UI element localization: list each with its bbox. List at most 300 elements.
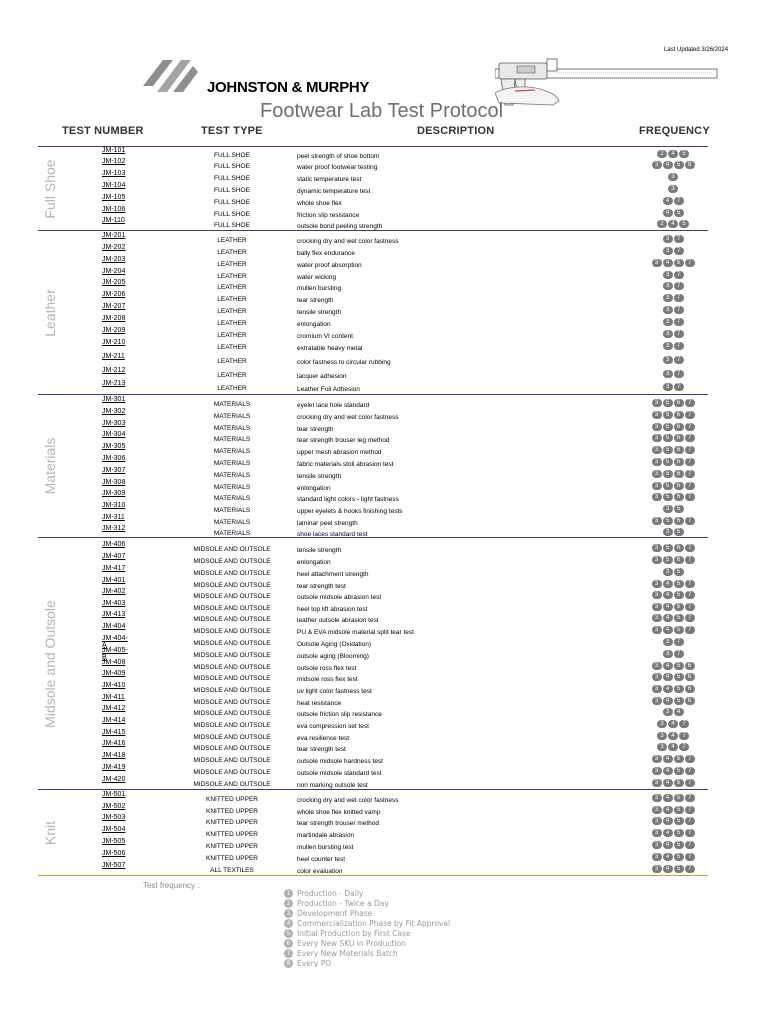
frequency-badge: 7 (685, 493, 695, 501)
frequency-badge: 3 (652, 673, 662, 681)
johnston-murphy-logo-icon (143, 58, 199, 94)
test-type: MIDSOLE AND OUTSOLE (193, 781, 271, 788)
legend-text: Production - Twice a Day (297, 899, 389, 909)
test-description: mullen bursting test (297, 844, 354, 851)
test-number-link[interactable]: JM-501 (102, 791, 126, 798)
table-row (38, 492, 708, 504)
legend-number-badge: 1 (284, 889, 293, 898)
frequency-badge: 5 (663, 423, 673, 431)
test-type: MATERIALS (213, 530, 251, 537)
frequency-badges (608, 150, 738, 158)
legend-text: Production - Daily (297, 889, 364, 899)
frequency-badge: 7 (674, 318, 684, 326)
table-row (38, 433, 708, 445)
test-number-link[interactable]: JM-308 (102, 479, 126, 486)
frequency-badges (608, 673, 738, 681)
frequency-badge: 3 (652, 434, 662, 442)
table-row (38, 864, 708, 876)
frequency-badge: 4 (663, 197, 673, 205)
test-number-link[interactable]: JM-309 (102, 490, 126, 497)
test-number-link[interactable]: JM-212 (102, 367, 126, 374)
legend-item (284, 909, 450, 919)
test-number-link[interactable]: JM-310 (102, 502, 126, 509)
frequency-badge: 4 (668, 150, 678, 158)
frequency-badge: 3 (652, 458, 662, 466)
test-type: FULL SHOE (214, 199, 250, 206)
test-description: leather outsole abrasion test (297, 617, 379, 624)
section-label-text: Knit (42, 820, 58, 845)
table-row (38, 457, 708, 469)
table-row (38, 555, 708, 567)
frequency-badges (608, 614, 738, 622)
test-description: friction slip resistance (297, 212, 360, 219)
test-type: LEATHER (217, 344, 247, 351)
frequency-badges (608, 743, 738, 751)
frequency-badge: 4 (663, 853, 673, 861)
frequency-badge: 3 (663, 235, 673, 243)
frequency-badge: 3 (652, 853, 662, 861)
test-number-link[interactable]: JM-209 (102, 327, 126, 334)
table-row (38, 742, 708, 754)
test-description: Outsole Aging (Oxidation) (297, 641, 372, 648)
test-number-link[interactable]: JM-506 (102, 850, 126, 857)
frequency-badge: 7 (685, 411, 695, 419)
test-description: upper mesh abrasion method (297, 449, 382, 456)
frequency-badge: 5 (674, 662, 684, 670)
frequency-badge: 7 (674, 271, 684, 279)
frequency-badge: 7 (679, 720, 689, 728)
test-number-link[interactable]: JM-412 (102, 705, 126, 712)
test-description: standard light colors - light fastness (297, 496, 399, 503)
frequency-badge: 7 (685, 399, 695, 407)
frequency-badge: 4 (663, 829, 673, 837)
frequency-badge: 5 (674, 685, 684, 693)
test-type: KNITTED UPPER (205, 796, 258, 803)
test-number-link[interactable]: JM-211 (102, 353, 125, 360)
frequency-badge: 4 (663, 626, 673, 634)
test-number-link[interactable]: JM-418 (102, 752, 126, 759)
frequency-badge: 7 (674, 383, 684, 391)
test-number-link[interactable]: JM-406 (102, 541, 126, 548)
frequency-badge: 3 (652, 493, 662, 501)
frequency-badges (608, 434, 738, 442)
frequency-badge: 3 (657, 720, 667, 728)
frequency-badges (608, 399, 738, 407)
frequency-badge: 3 (652, 517, 662, 525)
test-description: cromium VI content (297, 333, 353, 340)
frequency-badge: 3 (663, 370, 673, 378)
test-type: MATERIALS (213, 507, 251, 514)
frequency-badge: 7 (685, 259, 695, 267)
test-description: mullen bursting (297, 285, 342, 292)
test-number-link[interactable]: JM-205 (102, 279, 126, 286)
test-number-link[interactable]: JM-203 (102, 256, 126, 263)
test-number-link[interactable]: JM-505 (102, 838, 126, 845)
test-number-link[interactable]: JM-405-B (102, 647, 128, 661)
frequency-badge: 7 (685, 841, 695, 849)
frequency-badge: 4 (663, 673, 673, 681)
frequency-badge: 7 (685, 755, 695, 763)
frequency-badge: 7 (685, 482, 695, 490)
table-row (38, 445, 708, 457)
test-number-link[interactable]: JM-409 (102, 670, 126, 677)
table-row (38, 719, 708, 731)
table-row (38, 672, 708, 684)
frequency-badge: 4 (663, 259, 673, 267)
frequency-badge: 6 (685, 685, 695, 693)
frequency-badge: 5 (674, 817, 684, 825)
frequency-badge: 7 (674, 356, 684, 364)
frequency-badge: 3 (657, 732, 667, 740)
last-updated: Last Updated 3/26/2024 (664, 47, 729, 53)
test-number-link[interactable]: JM-411 (102, 694, 125, 701)
test-type: MIDSOLE AND OUTSOLE (193, 664, 271, 671)
frequency-badges (608, 806, 738, 814)
frequency-badge: 4 (663, 794, 673, 802)
test-number-link[interactable]: JM-408 (102, 659, 126, 666)
legend-number-badge: 2 (284, 899, 293, 908)
test-description: shoe laces standard test (297, 531, 368, 538)
test-type: MIDSOLE AND OUTSOLE (193, 675, 271, 682)
test-number-link[interactable]: JM-417 (102, 565, 126, 572)
frequency-badges (608, 446, 738, 454)
test-type: FULL SHOE (214, 175, 250, 182)
frequency-badge: 3 (652, 423, 662, 431)
test-number-link[interactable]: JM-403 (102, 600, 126, 607)
test-number-link[interactable]: JM-206 (102, 291, 126, 298)
test-number-link[interactable]: JM-311 (102, 514, 125, 521)
frequency-badge: 3 (652, 697, 662, 705)
frequency-badge: 4 (663, 779, 673, 787)
section-full-shoe (38, 146, 708, 230)
frequency-badge: 3 (652, 685, 662, 693)
frequency-badge: 5 (674, 603, 684, 611)
test-number-link[interactable]: JM-110 (102, 217, 125, 224)
test-type: LEATHER (217, 308, 247, 315)
test-number-link[interactable]: JM-306 (102, 455, 126, 462)
frequency-badges (608, 383, 738, 391)
frequency-badges (608, 767, 738, 775)
test-description: eyelet lace hole standard (297, 402, 370, 409)
test-number-link[interactable]: JM-105 (102, 194, 126, 201)
frequency-badge: 3 (663, 294, 673, 302)
frequency-badges (608, 626, 738, 634)
test-description: tear strength (297, 297, 334, 304)
test-number-link[interactable]: JM-101 (102, 147, 126, 154)
frequency-badge: 6 (685, 673, 695, 681)
frequency-badge: 4 (663, 841, 673, 849)
frequency-badge: 7 (685, 434, 695, 442)
test-type: MATERIALS (213, 413, 251, 420)
frequency-badge: 4 (674, 708, 684, 716)
frequency-badge: 3 (652, 411, 662, 419)
frequency-badge: 6 (674, 423, 684, 431)
frequency-badge: 3 (652, 556, 662, 564)
legend-item (284, 948, 450, 958)
frequency-badge: 3 (663, 650, 673, 658)
test-number-link[interactable]: JM-401 (102, 577, 126, 584)
test-number-link[interactable]: JM-210 (102, 339, 126, 346)
test-type: MIDSOLE AND OUTSOLE (193, 734, 271, 741)
frequency-badge: 7 (674, 306, 684, 314)
frequency-badge: 3 (652, 794, 662, 802)
frequency-badge: 4 (663, 767, 673, 775)
test-description: bally flex endurance (297, 250, 355, 257)
test-description: crocking dry and wet color fastness (297, 238, 399, 245)
test-number-link[interactable]: JM-312 (102, 525, 126, 532)
frequency-badges (608, 282, 738, 290)
table-row (38, 234, 708, 246)
legend-text: Every PO (297, 958, 332, 968)
frequency-badge: 7 (679, 743, 689, 751)
legend-text: Initial Production by First Case (297, 929, 411, 938)
test-type: MIDSOLE AND OUTSOLE (193, 558, 271, 565)
test-description: water proof absorption (297, 262, 362, 269)
test-number-link[interactable]: JM-503 (102, 814, 126, 821)
frequency-badge: 3 (652, 626, 662, 634)
frequency-badge: 7 (674, 638, 684, 646)
test-number-link[interactable]: JM-304 (102, 431, 126, 438)
table-row (38, 281, 708, 293)
test-number-link[interactable]: JM-301 (102, 396, 126, 403)
test-type: LEATHER (217, 372, 247, 379)
test-type: MATERIALS (213, 401, 251, 408)
frequency-badges (608, 528, 738, 536)
test-number-link[interactable]: JM-303 (102, 420, 126, 427)
test-description: non marking outsole test (297, 782, 368, 789)
frequency-badge: 7 (685, 614, 695, 622)
test-type: ALL TEXTILES (210, 867, 254, 874)
frequency-badge: 5 (674, 614, 684, 622)
frequency-badge: 4 (663, 685, 673, 693)
column-header-test-number: TEST NUMBER (62, 125, 144, 137)
table-row (38, 637, 708, 649)
test-description: enlongation (297, 559, 331, 566)
test-description: midsole ross flex test (297, 676, 358, 683)
column-header-test-type: TEST TYPE (201, 125, 263, 137)
table-row (38, 840, 708, 852)
frequency-badge: 3 (663, 708, 673, 716)
test-number-link[interactable]: JM-504 (102, 826, 126, 833)
test-type: MATERIALS (213, 448, 251, 455)
test-number-link[interactable]: JM-507 (102, 862, 126, 869)
frequency-badge: 7 (674, 247, 684, 255)
test-description: outsole midsole hardness test (297, 758, 383, 765)
frequency-badge: 3 (663, 638, 673, 646)
frequency-badge: 5 (674, 161, 684, 169)
frequency-badge: 3 (652, 755, 662, 763)
legend-text: Development Phase (297, 909, 373, 919)
test-description: tear strength (297, 426, 334, 433)
frequency-badge: 6 (674, 470, 684, 478)
frequency-badge: 5 (674, 794, 684, 802)
frequency-badge: 5 (674, 626, 684, 634)
frequency-badge: 4 (663, 209, 673, 217)
table-row (38, 625, 708, 637)
test-number-link[interactable]: JM-419 (102, 764, 126, 771)
frequency-badges (608, 732, 738, 740)
test-number-link[interactable]: JM-305 (102, 443, 126, 450)
test-description: laminar peel strength (297, 520, 358, 527)
frequency-badge: 3 (652, 779, 662, 787)
frequency-badges (608, 482, 738, 490)
frequency-badge: 3 (668, 185, 678, 193)
test-number-link[interactable]: JM-102 (102, 158, 126, 165)
frequency-badges (608, 708, 738, 716)
test-number-link[interactable]: JM-420 (102, 776, 126, 783)
table-row (38, 613, 708, 625)
frequency-badge: 6 (674, 399, 684, 407)
frequency-badge: 3 (652, 544, 662, 552)
column-header-description: DESCRIPTION (417, 125, 495, 137)
frequency-badges (608, 342, 738, 350)
frequency-badge: 4 (663, 591, 673, 599)
frequency-badges (608, 330, 738, 338)
frequency-badges (608, 458, 738, 466)
test-number-link[interactable]: JM-404-A (102, 635, 128, 649)
test-number-link[interactable]: JM-204 (102, 268, 126, 275)
legend-number-badge: 7 (284, 949, 293, 958)
test-description: peel strength of shoe bottom (297, 153, 380, 160)
test-number-link[interactable]: JM-407 (102, 553, 126, 560)
frequency-badge: 3 (652, 482, 662, 490)
frequency-badge: 3 (652, 614, 662, 622)
table-row (38, 649, 708, 661)
frequency-badges (608, 505, 738, 513)
frequency-badge: 3 (663, 505, 673, 513)
frequency-badge: 5 (663, 493, 673, 501)
frequency-badge: 3 (652, 841, 662, 849)
frequency-badge: 7 (674, 370, 684, 378)
frequency-badge: 4 (663, 817, 673, 825)
legend-item (284, 889, 450, 899)
table-row (38, 398, 708, 410)
test-number-link[interactable]: JM-208 (102, 315, 126, 322)
test-number-link[interactable]: JM-302 (102, 408, 126, 415)
frequency-badges (608, 841, 738, 849)
test-number-link[interactable]: JM-413 (102, 611, 126, 618)
frequency-badge: 7 (685, 458, 695, 466)
test-frequency-legend (284, 889, 450, 968)
table-row (38, 828, 708, 840)
table-row (38, 355, 708, 367)
test-description: enlongation (297, 321, 331, 328)
table-row (38, 317, 708, 329)
frequency-badge: 5 (674, 580, 684, 588)
test-number-link[interactable]: JM-410 (102, 682, 126, 689)
section-label-text: Leather (42, 288, 58, 337)
frequency-badge: 6 (674, 458, 684, 466)
frequency-badges (608, 197, 738, 205)
test-description: tensile strength (297, 309, 342, 316)
test-description: tear strength test (297, 583, 346, 590)
frequency-badge: 3 (652, 865, 662, 873)
frequency-badges (608, 423, 738, 431)
table-row (38, 172, 708, 184)
frequency-badge: 5 (674, 779, 684, 787)
test-number-link[interactable]: JM-213 (102, 380, 126, 387)
test-number-link[interactable]: JM-201 (102, 232, 126, 239)
frequency-badge: 5 (674, 806, 684, 814)
column-header-frequency: FREQUENCY (639, 125, 710, 137)
section-label-text: Midsole and Outsole (42, 599, 58, 728)
test-number-link[interactable]: JM-307 (102, 467, 126, 474)
frequency-badges (608, 817, 738, 825)
test-number-link[interactable]: JM-103 (102, 170, 126, 177)
test-number-link[interactable]: JM-207 (102, 303, 126, 310)
section-materials (38, 394, 708, 537)
test-description: tensile strength (297, 473, 342, 480)
test-description: dynamic temperature test (297, 188, 371, 195)
table-row (38, 305, 708, 317)
legend-item (284, 919, 450, 929)
table-row (38, 793, 708, 805)
test-type: MATERIALS (213, 436, 251, 443)
frequency-badge: 3 (652, 470, 662, 478)
test-type: KNITTED UPPER (205, 819, 258, 826)
frequency-badge: 7 (674, 282, 684, 290)
test-type: MIDSOLE AND OUTSOLE (193, 616, 271, 623)
table-row (38, 341, 708, 353)
frequency-badge: 3 (663, 383, 673, 391)
test-type: KNITTED UPPER (205, 808, 258, 815)
test-number-link[interactable]: JM-415 (102, 729, 126, 736)
test-description: outsole midsole abrasion test (297, 594, 382, 601)
frequency-badges (608, 517, 738, 525)
test-description: uv light color fastness test (297, 688, 372, 695)
frequency-badge: 6 (685, 697, 695, 705)
test-description: PU & EVA midsole material split tear test (297, 629, 414, 636)
frequency-badge: 4 (668, 220, 678, 228)
test-number-link[interactable]: JM-502 (102, 803, 126, 810)
frequency-badge: 3 (663, 306, 673, 314)
legend-item (284, 938, 450, 948)
frequency-badges (608, 591, 738, 599)
test-number-link[interactable]: JM-202 (102, 244, 126, 251)
table-row (38, 590, 708, 602)
legend-number-badge: 5 (284, 929, 293, 938)
frequency-badge: 5 (674, 528, 684, 536)
frequency-badges (608, 185, 738, 193)
test-number-link[interactable]: JM-416 (102, 740, 126, 747)
test-type: MIDSOLE AND OUTSOLE (193, 593, 271, 600)
frequency-badge: 3 (652, 161, 662, 169)
test-type: KNITTED UPPER (205, 855, 258, 862)
table-row (38, 246, 708, 258)
test-number-link[interactable]: JM-414 (102, 717, 126, 724)
frequency-badge: 6 (674, 493, 684, 501)
section-midsole-and-outsole (38, 537, 708, 789)
test-type: MATERIALS (213, 472, 251, 479)
test-type: LEATHER (217, 273, 247, 280)
test-type: MIDSOLE AND OUTSOLE (193, 769, 271, 776)
frequency-badge: 4 (663, 755, 673, 763)
frequency-badge: 3 (663, 271, 673, 279)
frequency-badge: 4 (663, 806, 673, 814)
test-number-link[interactable]: JM-104 (102, 182, 126, 189)
test-number-link[interactable]: JM-402 (102, 588, 126, 595)
test-type: FULL SHOE (214, 211, 250, 218)
frequency-badge: 7 (685, 517, 695, 525)
test-type: MIDSOLE AND OUTSOLE (193, 628, 271, 635)
test-type: FULL SHOE (214, 187, 250, 194)
frequency-badges (608, 779, 738, 787)
test-number-link[interactable]: JM-106 (102, 206, 126, 213)
test-type: LEATHER (217, 284, 247, 291)
test-number-link[interactable]: JM-404 (102, 623, 126, 630)
frequency-badge: 4 (668, 743, 678, 751)
frequency-badges (608, 853, 738, 861)
